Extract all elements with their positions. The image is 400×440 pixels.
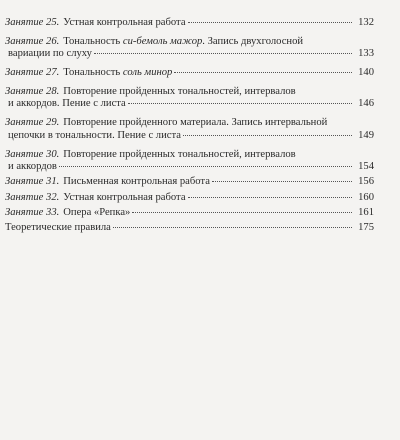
entry-title: Повторение пройденных тональностей, интервалов xyxy=(63,86,296,98)
entry-title-continued: и аккордов. Пение с листа xyxy=(8,98,126,110)
toc-entry xyxy=(5,192,374,204)
dot-leader xyxy=(188,197,352,198)
lesson-number: Занятие 31. xyxy=(5,176,60,188)
dot-leader xyxy=(212,181,352,182)
toc-entry xyxy=(5,17,374,29)
dot-leader xyxy=(59,166,352,167)
lesson-number: Занятие 30. xyxy=(5,148,60,160)
page-number: 133 xyxy=(358,48,374,60)
page-number: 161 xyxy=(358,206,374,218)
entry-title-continued: и аккордов xyxy=(8,160,57,172)
toc-entry xyxy=(5,207,374,219)
lesson-number: Занятие 28. xyxy=(5,86,60,98)
dot-leader xyxy=(132,212,352,213)
toc-entry xyxy=(5,36,374,60)
lesson-number: Занятие 29. xyxy=(5,117,60,129)
page-number: 160 xyxy=(358,191,374,203)
dot-leader xyxy=(174,72,352,73)
dot-leader xyxy=(128,103,352,104)
entry-title: Письменная контрольная работа xyxy=(63,176,210,188)
page-number: 175 xyxy=(358,222,374,234)
entry-title: Опера «Репка» xyxy=(63,206,131,218)
toc-entry xyxy=(5,117,374,141)
page-number: 146 xyxy=(358,98,374,110)
entry-title: Тональность соль минор xyxy=(63,67,173,79)
key-name: си-бемоль мажор xyxy=(122,36,203,47)
key-name: соль минор xyxy=(122,67,173,79)
lesson-number: Занятие 33. xyxy=(5,206,60,218)
lesson-number: Занятие 26. xyxy=(5,36,60,47)
entry-title: Повторение пройденных тональностей, интервалов xyxy=(63,148,296,160)
dot-leader xyxy=(183,135,352,136)
entry-title: Повторение пройденного материала. Запись интервальной xyxy=(63,117,328,129)
page-number: 156 xyxy=(358,176,374,188)
dot-leader xyxy=(94,53,352,54)
entry-title: Теоретические правила xyxy=(5,222,111,234)
page-number: 154 xyxy=(358,160,374,172)
dot-leader xyxy=(188,22,352,23)
page-number: 140 xyxy=(358,67,374,79)
page-number: 149 xyxy=(358,129,374,141)
dot-leader xyxy=(113,227,352,228)
toc-entry xyxy=(5,176,374,188)
toc-entry xyxy=(5,222,374,234)
entry-title: Устная контрольная работа xyxy=(63,17,186,28)
entry-title: Устная контрольная работа xyxy=(63,191,186,203)
lesson-number: Занятие 27. xyxy=(5,67,60,79)
toc-entry xyxy=(5,149,374,173)
entry-title-continued: вариации по слуху xyxy=(8,48,92,60)
table-of-contents xyxy=(5,17,374,238)
toc-entry xyxy=(5,67,374,79)
toc-entry xyxy=(5,86,374,110)
lesson-number: Занятие 32. xyxy=(5,191,60,203)
entry-title: Тональность си-бемоль мажор. Запись двухголосной xyxy=(63,36,304,47)
page-number: 132 xyxy=(358,17,374,28)
entry-title-continued: цепочки в тональности. Пение с листа xyxy=(8,129,181,141)
lesson-number: Занятие 25. xyxy=(5,17,60,28)
